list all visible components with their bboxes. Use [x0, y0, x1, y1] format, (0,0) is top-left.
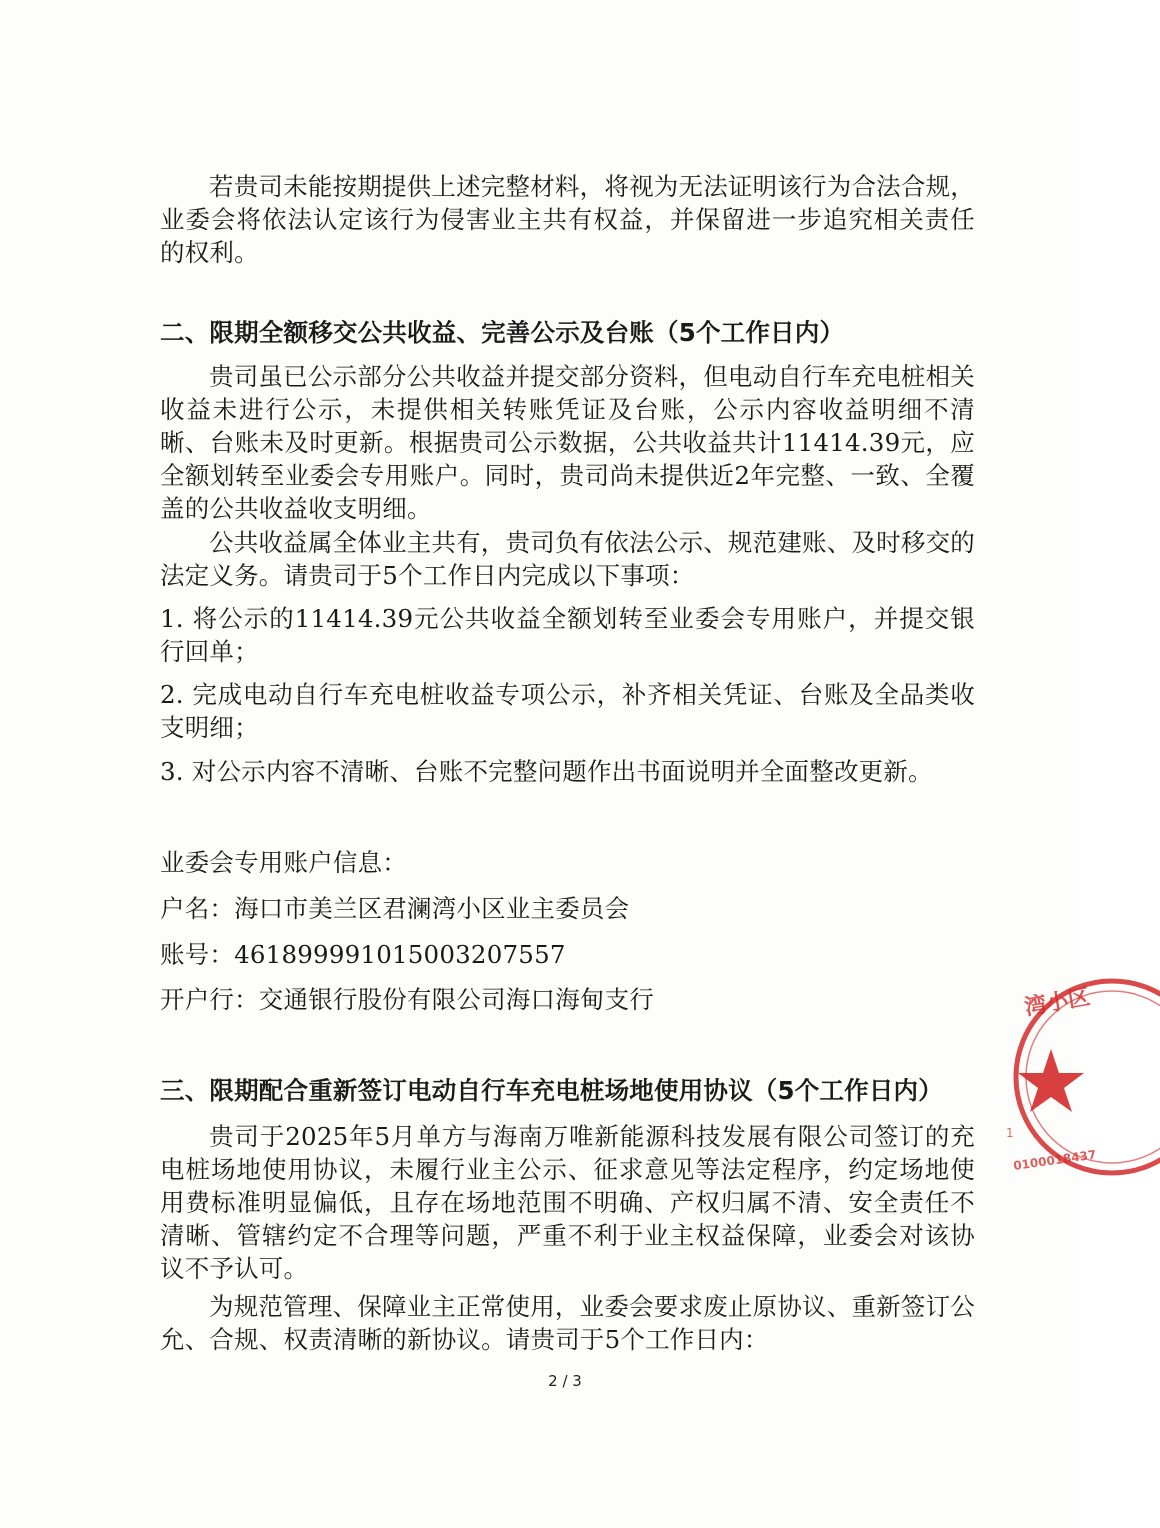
official-seal-stamp	[1000, 975, 1098, 1190]
section-3-heading: 三、限期配合重新签订电动自行车充电桩场地使用协议（5个工作日内）	[160, 1076, 943, 1105]
seal-graphic	[1000, 975, 1160, 1190]
account-bank: 开户行：交通银行股份有限公司海口海甸支行	[160, 985, 654, 1014]
paragraph-consequence: 若贵司未能按期提供上述完整材料，将视为无法证明该行为合法合规，业委会将依法认定该行为侵害业主共有权益，并保留进一步追究相关责任的权利。	[160, 172, 975, 267]
paragraph-new-agreement: 为规范管理、保障业主正常使用，业委会要求废止原协议、重新签订公允、合规、权责清晰的新协议。请贵司于5个工作日内：	[160, 1292, 975, 1354]
account-number: 账号：461899991015003207557	[160, 940, 566, 969]
section-2-heading: 二、限期全额移交公共收益、完善公示及台账（5个工作日内）	[160, 318, 845, 347]
seal-text-bottom: 0100018437	[1012, 1147, 1098, 1173]
list-item-2: 2. 完成电动自行车充电桩收益专项公示，补齐相关凭证、台账及全品类收支明细；	[160, 680, 975, 742]
paragraph-public-revenue: 贵司虽已公示部分公共收益并提交部分资料，但电动自行车充电桩相关收益未进行公示，未提供相关转账凭证及台账，公示内容收益明细不清晰、台账未及时更新。根据贵司公示数据，公共收益共计11414.39元，应全额划转至业委会专用账户。同时，贵司尚未提供近2年完整、一致、全覆盖的公共收益收支明细。	[160, 362, 975, 523]
list-item-1: 1. 将公示的11414.39元公共收益全额划转至业委会专用账户，并提交银行回单；	[160, 604, 975, 666]
account-name: 户名：海口市美兰区君澜湾小区业主委员会	[160, 894, 630, 923]
seal-text-top: 湾小区	[1022, 983, 1093, 1021]
paragraph-charging-agreement: 贵司于2025年5月单方与海南万唯新能源科技发展有限公司签订的充电桩场地使用协议，未履行业主公示、征求意见等法定程序，约定场地使用费标准明显偏低，且存在场地范围不明确、产权归属不清、安全责任不清晰、管辖约定不合理等问题，严重不利于业主权益保障，业委会对该协议不予认可。	[160, 1122, 975, 1283]
paragraph-obligations: 公共收益属全体业主共有，贵司负有依法公示、规范建账、及时移交的法定义务。请贵司于5个工作日内完成以下事项：	[160, 528, 975, 590]
list-item-3: 3. 对公示内容不清晰、台账不完整问题作出书面说明并全面整改更新。	[160, 757, 933, 786]
account-info-title: 业委会专用账户信息：	[160, 848, 407, 877]
page-number: 2 / 3	[548, 1372, 582, 1390]
seal-mark: 1	[1006, 1126, 1014, 1140]
